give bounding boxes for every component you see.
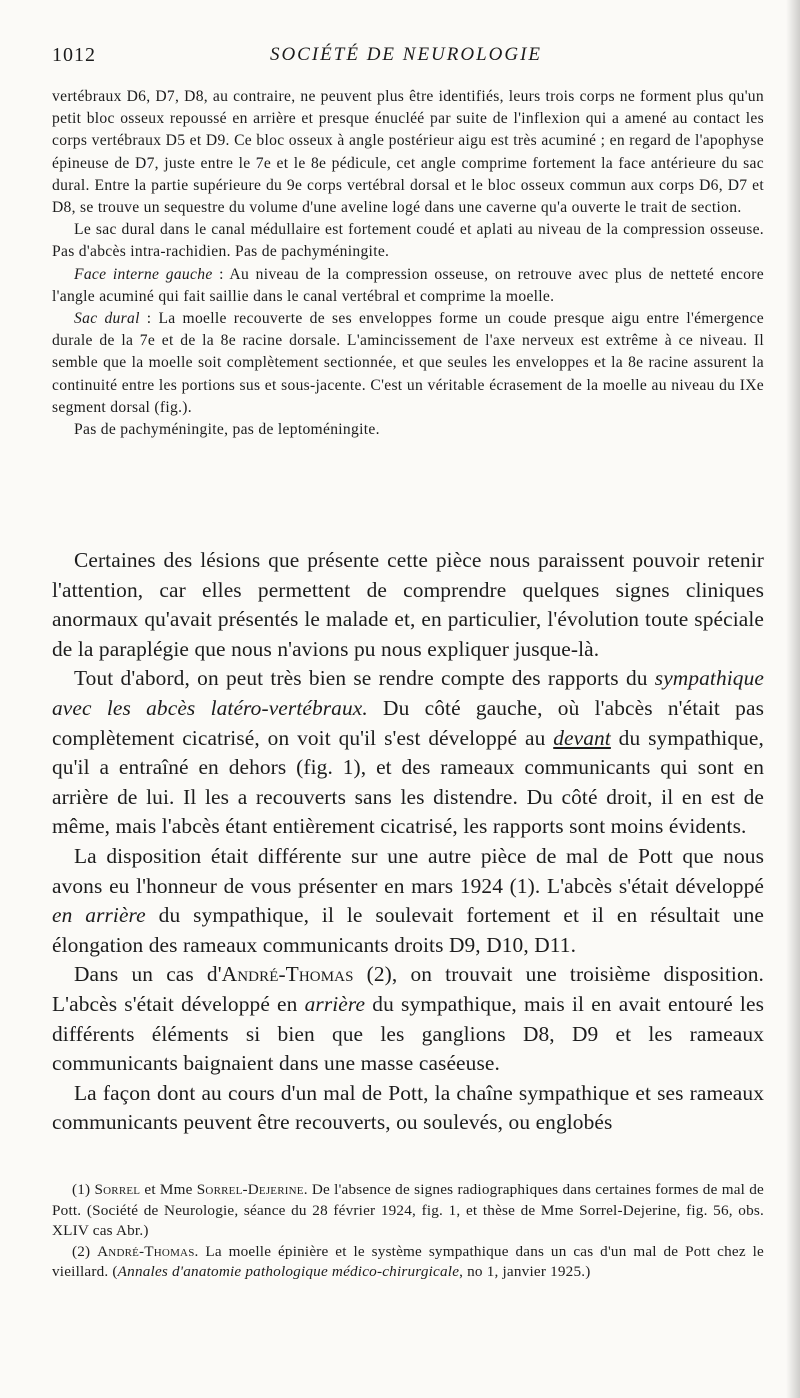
page-header (52, 44, 760, 74)
main-paragraph: La disposition était différente sur une autre pièce de mal de Pott que nous avons eu l'honneur de vous présenter en mars 1924 (1). L'abcès s'était développé en arrière du sympathique, il le soulevait fortement et il en résultait une élongation des rameaux communicants droits D9, D10, D11. (52, 843, 765, 957)
footnotes (52, 1180, 764, 1283)
main-paragraph: Tout d'abord, on peut très bien se rendre compte des rapports du sympathique avec les abcès latéro-vertébraux. Du côté gauche, où l'abcès n'était pas complètement cicatrisé, on voit qu'il s'est développé au devant du sympathique, qu'il a entraîné en dehors (fig. 1), et des rameaux communicants qui sont en arrière de lui. Il les a recouverts sans les distendre. Du côté droit, il en est de même, mais l'abcès étant entièrement cicatrisé, les rapports sont moins évidents. (52, 666, 764, 839)
paragraph-lead: Face interne gauche (74, 265, 213, 283)
small-paragraph: vertébraux D6, D7, D8, au contraire, ne peuvent plus être identifiés, leurs trois corps ne forment plus qu'un petit bloc osseux repoussé en arrière et presque énucléé par suite de l'inflexion qui a amené au contact les corps vertébraux D5 et D9. Ce bloc osseux à angle postérieur aigu est très acuminé ; en regard de l'apophyse épineuse de D7, juste entre le 7e et le 8e pédicule, cet angle comprime fortement la face antérieure du sac dural. Entre la partie supérieure du 9e corps vertébral dorsal et le bloc osseux commun aux corps D6, D7 et D8, se trouve un sequestre du volume d'une aveline logé dans une caverne qu'a ouverte le trait de section. (52, 88, 764, 217)
main-text (52, 546, 764, 1138)
small-paragraph: Pas de pachyméningite, pas de leptoméningite. (74, 421, 380, 439)
main-paragraph: Certaines des lésions que présente cette pièce nous paraissent pouvoir retenir l'attention, car elles permettent de comprendre quelques signes cliniques anormaux qu'avait présentés le malade et, en particulier, l'évolution toute spéciale de la paraplégie que nous n'avions pu nous expliquer jusque-là. (52, 548, 764, 661)
page-number: 1012 (52, 44, 96, 66)
small-paragraph: Sac dural : La moelle recouverte de ses enveloppes forme un coude presque aigu entre l'émergence durale de la 7e et de la 8e racine dorsale. L'amincissement de l'axe nerveux est extrême à ce niveau. Il semble que la moelle soit complètement sectionnée, et que seules les enveloppes et la 8e racine assurent la continuité entre les portions sus et sous-jacente. C'est un véritable écrasement de la moelle au niveau du IXe segment dorsal (fig.). (52, 310, 765, 416)
running-title: SOCIÉTÉ DE NEUROLOGIE (269, 44, 543, 65)
small-paragraph: Le sac dural dans le canal médullaire est fortement coudé et aplati au niveau de la compression osseuse. Pas d'abcès intra-rachidien. Pas de pachyméningite. (52, 221, 764, 261)
small-paragraph: Face interne gauche : Au niveau de la compression osseuse, on retrouve avec plus de netteté encore l'angle acuminé qui fait saillie dans le canal vertébral et comprime la moelle. (52, 265, 764, 305)
footnote-1: (1) Sorrel et Mme Sorrel-Dejerine. De l'absence de signes radiographiques dans certaines formes de mal de Pott. (Société de Neurologie, séance du 28 février 1924, fig. 1, et thèse de Mme Sorrel-Dejerine, fig. 56, obs. XLIV cas Abr.) (52, 1181, 764, 1239)
footnote-2: (2) André-Thomas. La moelle épinière et le système sympathique dans un cas d'un mal de Pott chez le vieillard. (Annales d'anatomie pathologique médico-chirurgicale, no 1, janvier 1925.) (52, 1242, 764, 1280)
page-edge-shadow (786, 0, 800, 1398)
main-paragraph: La façon dont au cours d'un mal de Pott, la chaîne sympathique et ses rameaux communicants peuvent être recouverts, ou soulevés, ou englobés (52, 1080, 764, 1135)
paragraph-lead: Sac dural (74, 310, 140, 328)
main-paragraph: Dans un cas d'André-Thomas (2), on trouvait une troisième disposition. L'abcès s'était développé en arrière du sympathique, mais il en avait entouré les différents éléments si bien que les ganglions D8, D9 et les rameaux communicants baignaient dans une masse caséeuse. (52, 962, 764, 1076)
autopsy-description (52, 86, 764, 441)
